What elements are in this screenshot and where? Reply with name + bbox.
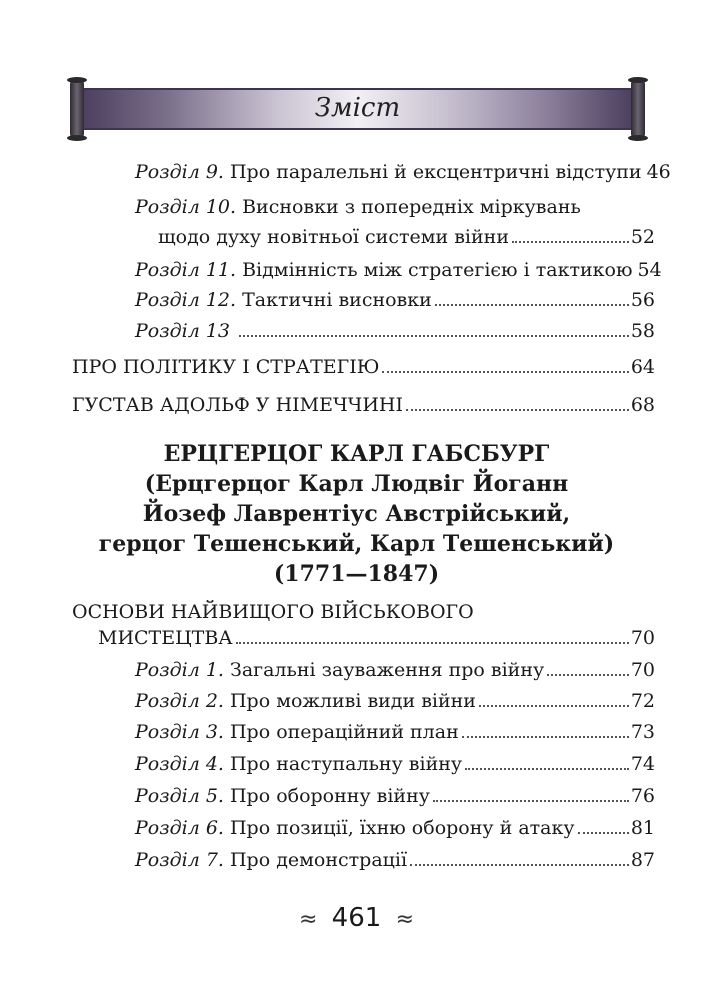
leader-dots [512,241,629,243]
page-number: 58 [630,320,655,342]
toc-section[interactable] [72,355,655,379]
author-dates: (1771—1847) [273,561,440,587]
page-number: 72 [630,690,655,712]
entry-title-continued: щодо духу новітньої системи війни [158,226,509,248]
chapter-label: Розділ 2. [135,690,224,712]
toc-entry[interactable] [135,689,655,713]
chapter-label: Розділ 4. [135,753,224,775]
page-number: 74 [630,753,655,775]
page-number: 87 [630,849,655,871]
entry-title: Відмінність між стратегією і тактикою [242,259,633,281]
page-number: 56 [630,289,655,311]
section-title: ГУСТАВ АДОЛЬФ У НІМЕЧЧИНІ [72,394,403,416]
chapter-label: Розділ 13 [135,320,231,342]
leader-dots [433,800,629,802]
entry-title: Висновки з попередніх міркувань [242,196,581,218]
chapter-label: Розділ 7. [135,849,224,871]
leader-dots [410,864,629,866]
chapter-label: Розділ 1. [135,659,224,681]
page-number: 52 [630,226,655,248]
toc-entry[interactable] [135,816,655,840]
entry-title: Про позиції, їхню оборону й атаку [229,817,575,839]
entry-title: Про оборонну війну [229,785,430,807]
toc-entry[interactable] [135,752,655,776]
entry-title: Загальні зауваження про війну [229,659,545,681]
page-footer [0,903,713,933]
toc-entry[interactable] [135,195,581,219]
chapter-label: Розділ 10. [135,196,237,218]
flourish-right-icon: ≈ [395,907,415,932]
toc-entry[interactable] [135,160,671,184]
toc-entry[interactable] [135,288,655,312]
page-number: 46 [646,161,671,183]
page-number: 70 [630,659,655,681]
leader-dots [406,409,629,411]
entry-title: Про наступальну війну [229,753,463,775]
toc-entry[interactable] [135,319,655,343]
folio-number: 461 [331,903,382,933]
leader-dots [479,705,629,707]
leader-dots [547,674,629,676]
page-number: 70 [630,627,655,649]
contents-banner [70,80,645,138]
entry-title: Про можливі види війни [229,690,476,712]
toc-entry-continuation[interactable] [158,225,655,249]
chapter-label: Розділ 6. [135,817,224,839]
work-title: ОСНОВИ НАЙВИЩОГО ВІЙСЬКОВОГО [72,601,474,623]
chapter-label: Розділ 11. [135,259,237,281]
entry-title: Про демонстрації [229,849,408,871]
leader-dots [382,371,628,373]
author-fullname-line: (Ерцгерцог Карл Людвіг Йоганн [144,471,569,497]
author-fullname-line: Йозеф Лаврентіус Австрійський, [142,501,571,527]
page-number: 76 [630,785,655,807]
toc-section[interactable] [72,393,655,417]
page-number: 81 [630,817,655,839]
toc-entry[interactable] [135,784,655,808]
author-heading: ЕРЦГЕРЦОГ КАРЛ ГАБСБУРГ [163,441,550,467]
leader-dots [236,642,629,644]
chapter-label: Розділ 12. [135,289,237,311]
entry-title: Тактичні висновки [242,289,432,311]
work-title-continued: МИСТЕЦТВА [98,627,233,649]
chapter-label: Розділ 3. [135,721,224,743]
leader-dots [462,736,629,738]
leader-dots [578,832,629,834]
page-number: 68 [630,394,655,416]
page-number: 54 [637,259,662,281]
chapter-label: Розділ 9. [135,161,224,183]
entry-title: Про паралельні й ексцентричні відступи [229,161,642,183]
toc-entry[interactable] [135,848,655,872]
leader-dots [239,335,629,337]
author-fullname-line: герцог Тешенський, Карл Тешенський) [98,531,615,557]
leader-dots [465,768,629,770]
page-title: Зміст [314,93,401,123]
leader-dots [435,304,629,306]
toc-entry[interactable] [135,658,655,682]
page-number: 73 [630,721,655,743]
flourish-left-icon: ≈ [298,907,318,932]
chapter-label: Розділ 5. [135,785,224,807]
toc-entry[interactable] [135,258,662,282]
entry-title: Про операційний план [229,721,459,743]
toc-entry[interactable] [135,720,655,744]
page-number: 64 [630,356,655,378]
section-title: ПРО ПОЛІТИКУ І СТРАТЕГІЮ [72,356,380,378]
toc-section[interactable] [98,626,655,650]
